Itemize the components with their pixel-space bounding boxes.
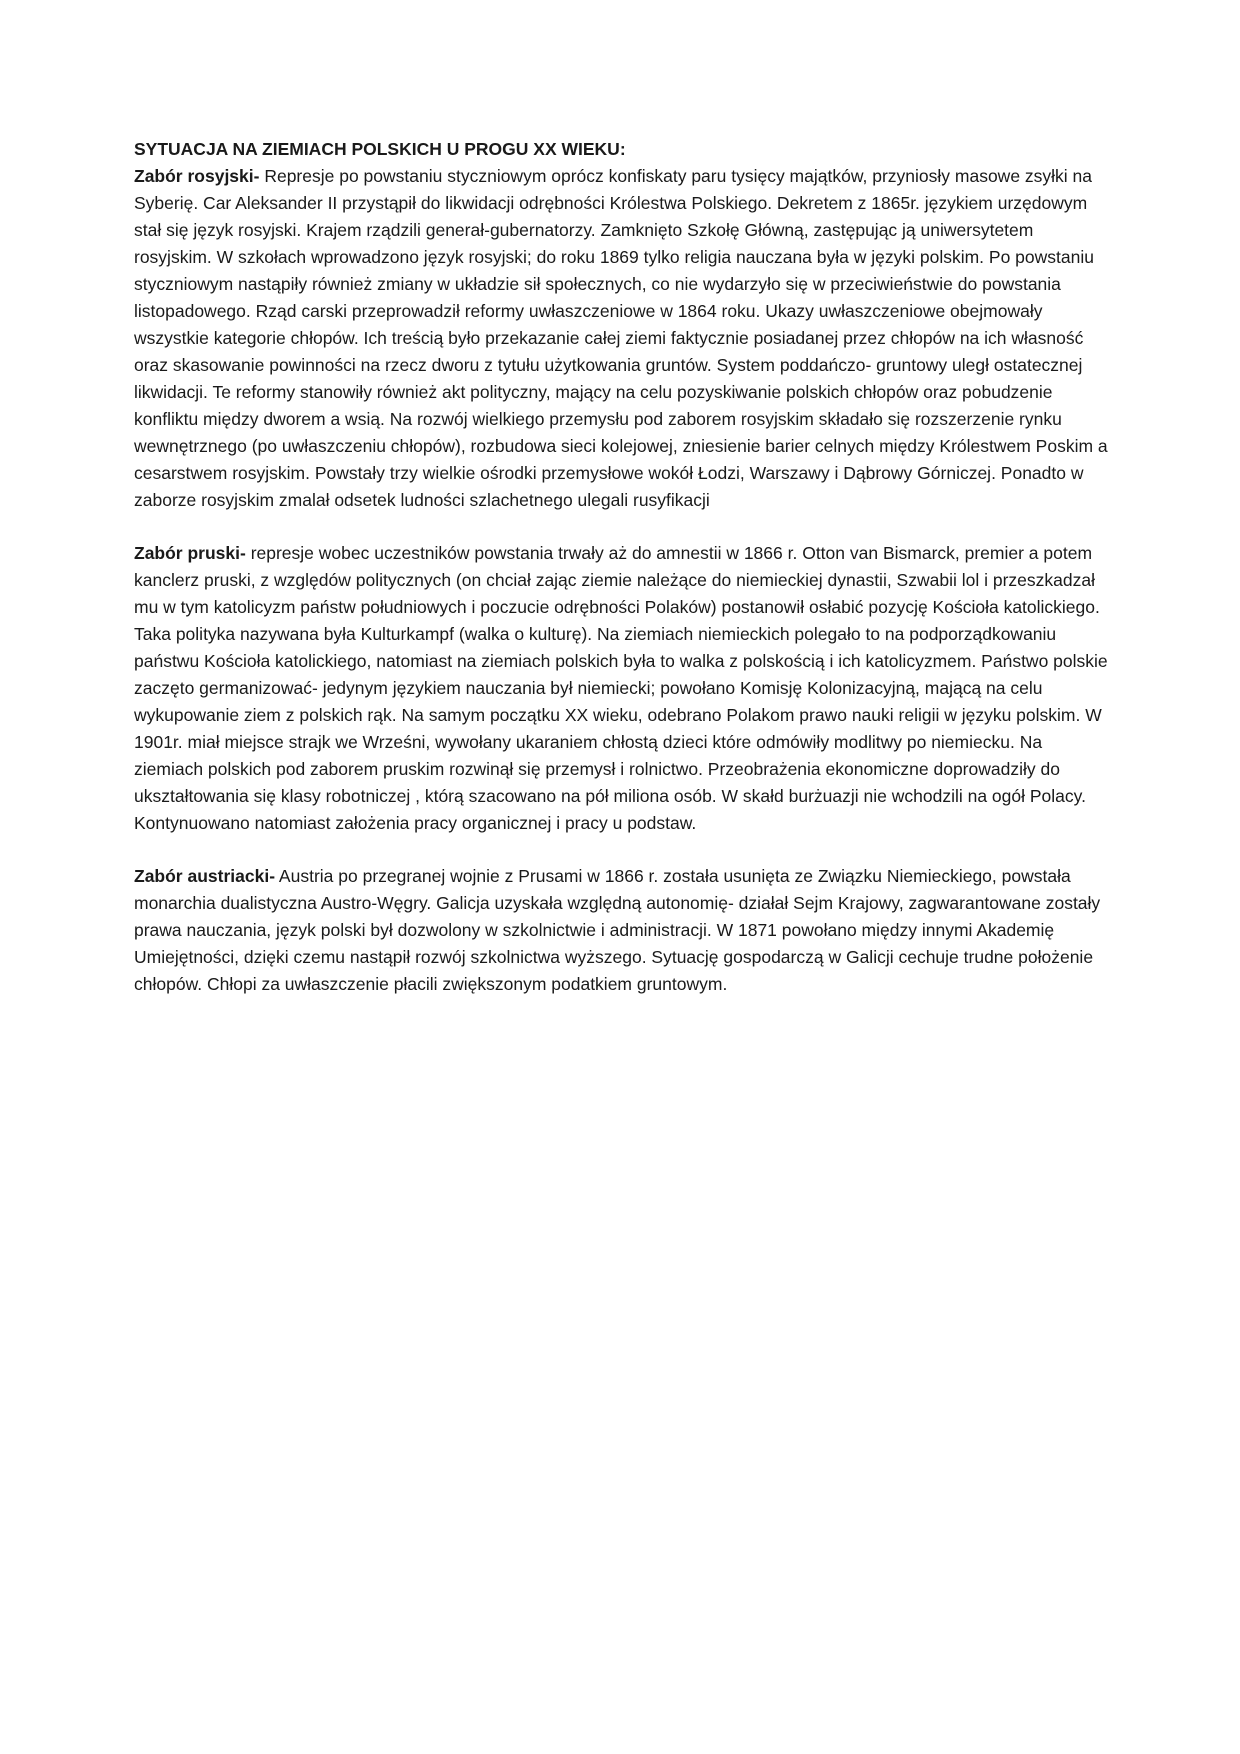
paragraph-zabor-austriacki <box>134 863 1110 998</box>
paragraph-lead-zabor-pruski: Zabór pruski- <box>134 543 246 563</box>
paragraph-lead-zabor-austriacki: Zabór austriacki- <box>134 866 276 886</box>
paragraph-text-zabor-pruski: represje wobec uczestników powstania trwały aż do amnestii w 1866 r. Otton van Bismarck, premier a potem kanclerz pruski, z względów politycznych (on chciał zając ziemie należące do niemieckiej dynastii, Szwabii lol i przeszkadzał mu w tym katolicyzm państw południowych i poczucie odrębności Polaków) postanowił osłabić pozycję Kościoła katolickiego. Taka polityka nazywana była Kulturkampf (walka o kulturę). Na ziemiach niemieckich polegało to na podporządkowaniu państwu Kościoła katolickiego, natomiast na ziemiach polskich była to walka z polskością i ich katolicyzmem. Państwo polskie zaczęto germanizować- jedynym językiem nauczania był niemiecki; powołano Komisję Kolonizacyjną, mającą na celu wykupowanie ziem z polskich rąk. Na samym początku XX wieku, odebrano Polakom prawo nauki religii w języku polskim. W 1901r. miał miejsce strajk we Wrześni, wywołany ukaraniem chłostą dzieci które odmówiły modlitwy po niemiecku. Na ziemiach polskich pod zaborem pruskim rozwinął się przemysł i rolnictwo. Przeobrażenia ekonomiczne doprowadziły do ukształtowania się klasy robotniczej , którą szacowano na pół miliona osób. W skałd burżuazji nie wchodzili na ogół Polacy. Kontynuowano natomiast założenia pracy organicznej i pracy u podstaw. <box>134 543 1108 833</box>
paragraph-text-zabor-rosyjski: Represje po powstaniu styczniowym oprócz konfiskaty paru tysięcy majątków, przyniosły masowe zsyłki na Syberię. Car Aleksander II przystąpił do likwidacji odrębności Królestwa Polskiego. Dekretem z 1865r. językiem urzędowym stał się język rosyjski. Krajem rządzili generał-gubernatorzy. Zamknięto Szkołę Główną, zastępując ją uniwersytetem rosyjskim. W szkołach wprowadzono język rosyjski; do roku 1869 tylko religia nauczana była w języki polskim. Po powstaniu styczniowym nastąpiły również zmiany w układzie sił społecznych, co nie wydarzyło się w przeciwieństwie do powstania listopadowego. Rząd carski przeprowadził reformy uwłaszczeniowe w 1864 roku. Ukazy uwłaszczeniowe obejmowały wszystkie kategorie chłopów. Ich treścią było przekazanie całej ziemi faktycznie posiadanej przez chłopów na ich własność oraz skasowanie powinności na rzecz dworu z tytułu użytkowania gruntów. System poddańczo- gruntowy uległ ostatecznej likwidacji. Te reformy stanowiły również akt polityczny, mający na celu pozyskiwanie polskich chłopów oraz pobudzenie konfliktu między dworem a wsią. Na rozwój wielkiego przemysłu pod zaborem rosyjskim składało się rozszerzenie rynku wewnętrznego (po uwłaszczeniu chłopów), rozbudowa sieci kolejowej, zniesienie barier celnych między Królestwem Poskim a cesarstwem rosyjskim. Powstały trzy wielkie ośrodki przemysłowe wokół Łodzi, Warszawy i Dąbrowy Górniczej. Ponadto w zaborze rosyjskim zmalał odsetek ludności szlachetnego ulegali rusyfikacji <box>134 166 1108 510</box>
paragraph-zabor-rosyjski <box>134 163 1110 514</box>
document-title: SYTUACJA NA ZIEMIACH POLSKICH U PROGU XX WIEKU: <box>134 139 626 159</box>
paragraph-zabor-pruski <box>134 540 1110 837</box>
paragraph-lead-zabor-rosyjski: Zabór rosyjski- <box>134 166 260 186</box>
paragraph-text-zabor-austriacki: Austria po przegranej wojnie z Prusami w 1866 r. została usunięta ze Związku Niemieckiego, powstała monarchia dualistyczna Austro-Węgry. Galicja uzyskała względną autonomię- działał Sejm Krajowy, zagwarantowane zostały prawa nauczania, język polski był dozwolony w szkolnictwie i administracji. W 1871 powołano między innymi Akademię Umiejętności, dzięki czemu nastąpił rozwój szkolnictwa wyższego. Sytuację gospodarczą w Galicji cechuje trudne położenie chłopów. Chłopi za uwłaszczenie płacili zwiększonym podatkiem gruntowym. <box>134 866 1101 994</box>
